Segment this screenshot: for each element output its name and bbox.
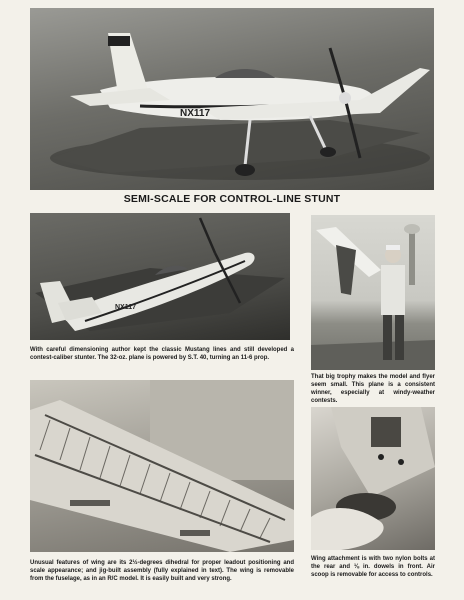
page-headline: SEMI-SCALE FOR CONTROL-LINE STUNT [123, 193, 341, 205]
mustang-top-illustration [30, 8, 434, 190]
registration-label-mid: NX117 [115, 304, 137, 311]
caption-trophy-photo: That big trophy makes the model and flyer seem small. This plane is a consistent winner, especially at windy-weather contests. [311, 374, 435, 404]
registration-label: NX117 [180, 108, 211, 119]
photo-flyer-with-trophy [311, 215, 435, 370]
attachment-illustration [311, 407, 435, 550]
mustang-mid-illustration [30, 213, 290, 340]
photo-wing-attachment-detail [311, 407, 435, 550]
flyer-illustration [311, 215, 435, 370]
caption-overhead-photo: With careful dimensioning author kept the classic Mustang lines and still developed a contest-caliber stunter. The 32-oz. plane is powered by S.T. 40, turning an 11-6 prop. [30, 347, 294, 361]
caption-attachment-photo: Wing attachment is with two nylon bolts at the rear and ⅛ in. dowels in front. Air scoop is removable for access to controls. [311, 556, 435, 578]
caption-wing-photo: Unusual features of wing are its 2½-degrees dihedral for proper leadout positioning and scale appearance; and jig-built assembly (fully explained in text). The wing is removable from the fuselage, as in an R/C model. It is easily built and very strong. [30, 560, 294, 582]
photo-mustang-model-overhead [30, 213, 290, 340]
wing-illustration [30, 380, 294, 552]
photo-mustang-model-ground [30, 8, 434, 190]
photo-wing-construction [30, 380, 294, 552]
